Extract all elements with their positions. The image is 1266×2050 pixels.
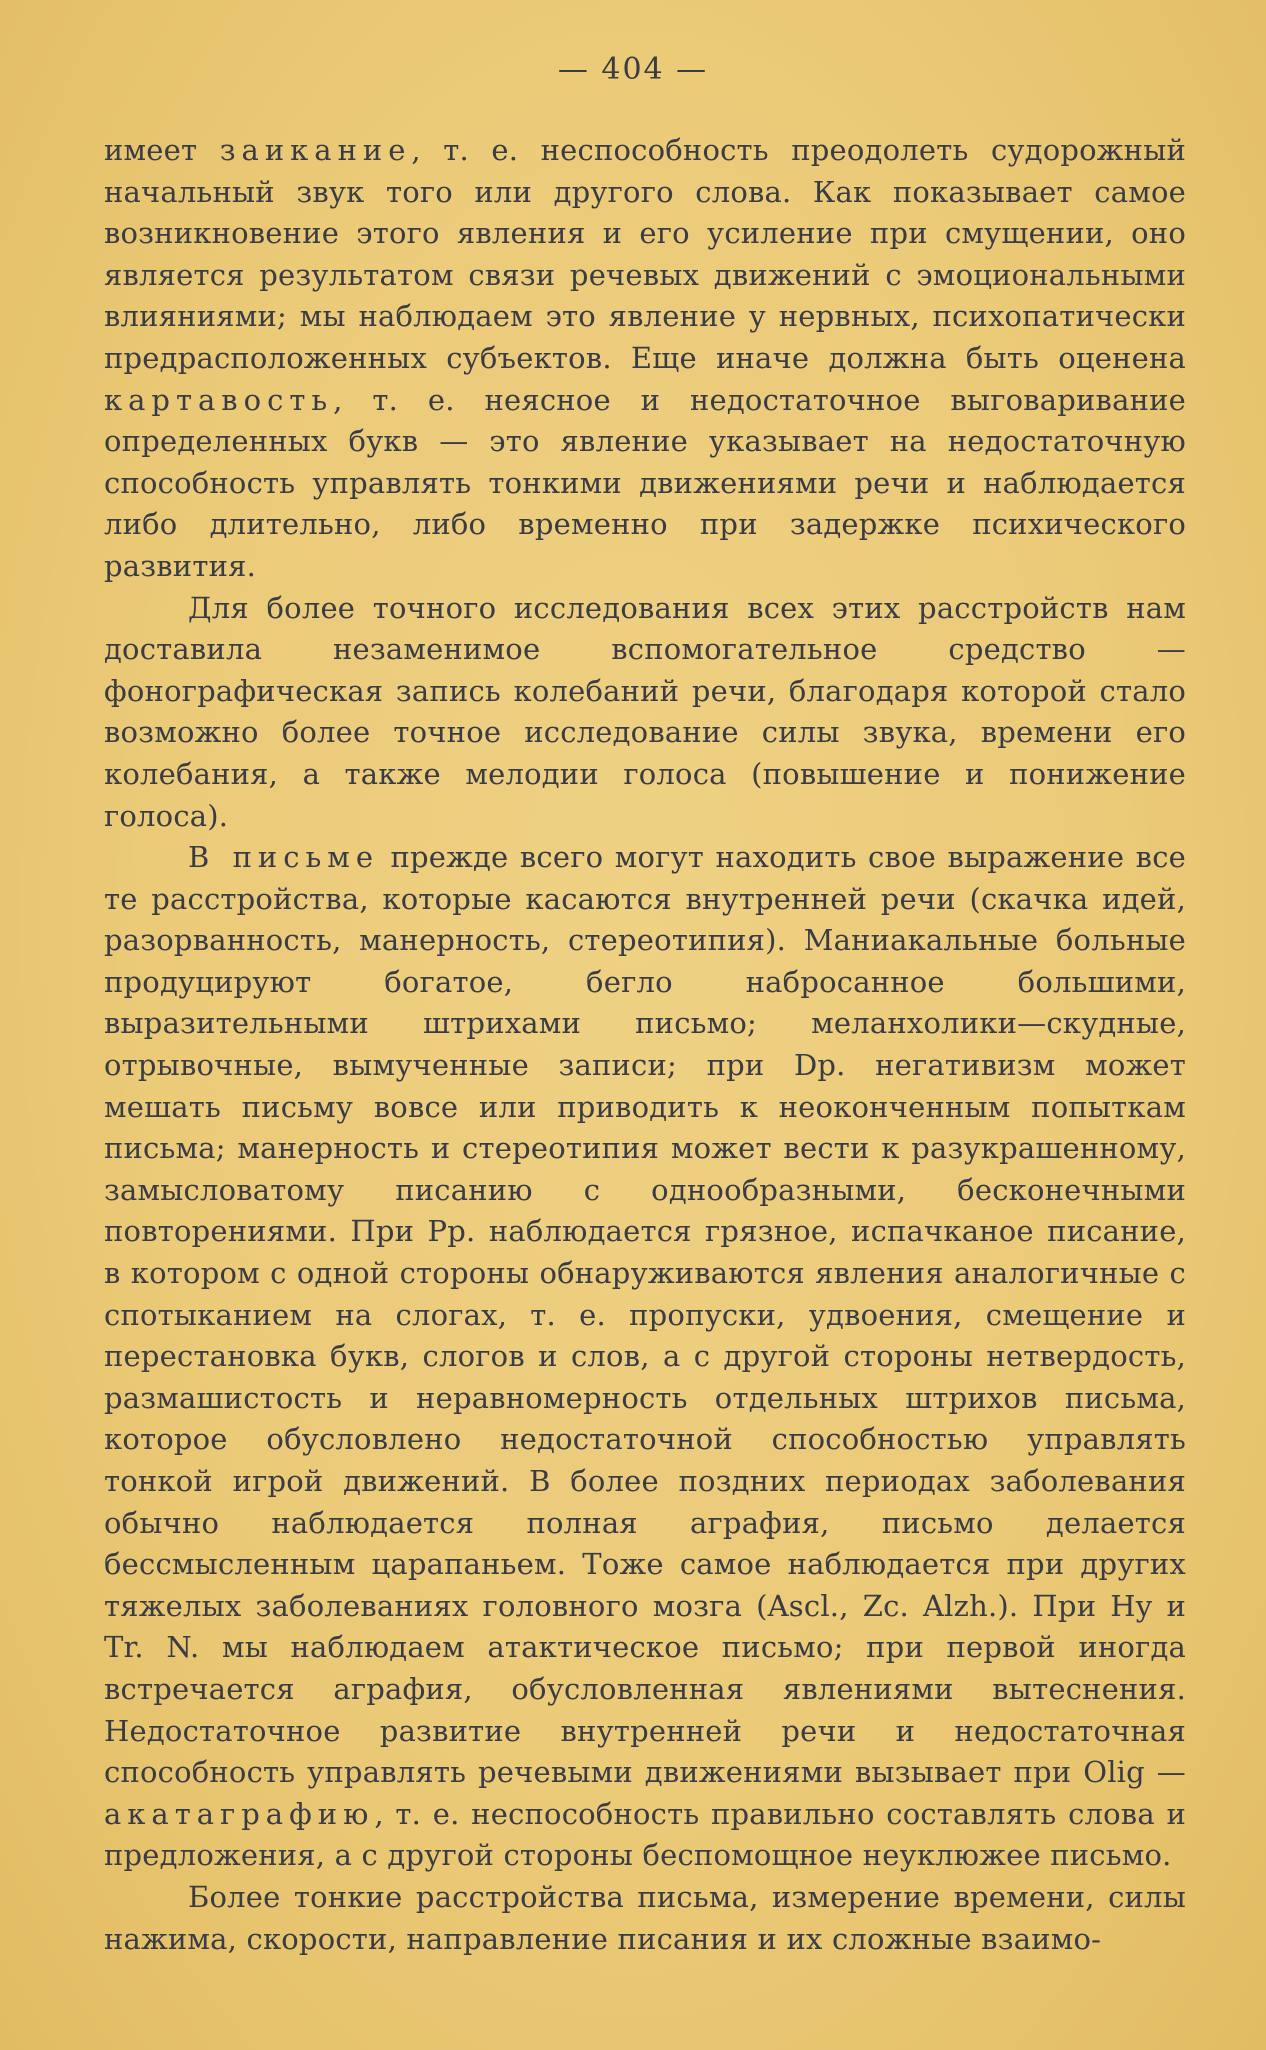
- paragraph-1: [104, 130, 1186, 588]
- spaced-term-pisme: письме: [232, 840, 379, 875]
- text-segment: Для более точного исследования всех этих расстройств нам доставила незаменимое вспомогательное средство — фонографическая запись колебаний речи, благодаря которой стало возможно более точное исследование силы звука, времени его колебания, а также мелодии голоса (повышение и понижение голоса).: [104, 590, 1186, 833]
- spaced-term-v: В: [188, 840, 233, 875]
- page-number: — 404 —: [557, 52, 709, 87]
- text-segment: , т. е. неспособность преодолеть судорожный начальный звук того или другого слова. Как показывает самое возникновение этого явления и его усиление при смущении, оно является результатом связи речевых движений с эмоциональными влияниями; мы наблюдаем это явление у нервных, психопатически предрасположенных субъектов. Еще иначе должна быть оценена: [104, 133, 1186, 375]
- text-segment: Более тонкие расстройства письма, измерение времени, силы нажима, скорости, направление писания и их сложные взаимо-: [104, 1879, 1186, 1956]
- text-segment: , т. е. неспособность правильно составлять слова и предложения, а с другой стороны беспомощное неуклюжее письмо.: [104, 1796, 1186, 1873]
- spaced-term-akatagrafiyu: акатаграфию: [104, 1796, 375, 1831]
- paragraph-4: [104, 1877, 1186, 1960]
- text-segment: , т. е. неясное и недостаточное выговаривание определенных букв — это явление указывает на недостаточную способность управлять тонкими движениями речи и наблюдается либо длительно, либо временно при задержке психического развития.: [104, 382, 1186, 583]
- body-text: [104, 130, 1186, 1960]
- spaced-term-kartavost: картавость: [104, 382, 334, 417]
- paragraph-3: [104, 837, 1186, 1877]
- paragraph-2: [104, 588, 1186, 838]
- spaced-term-zaikanie: заикание: [219, 133, 412, 167]
- text-segment: прежде всего могут находить свое выражение все те расстройства, которые касаются внутренней речи (скачка идей, разорванность, манерность, стереотипия). Маниакальные больные продуцируют богатое, бегло набросанное большими, выразительными штрихами письмо; меланхолики—скудные, отрывочные, вымученные записи; при Dp. негативизм может мешать письму вовсе или приводить к неоконченным попыткам письма; манерность и стереотипия может вести к разукрашенному, замысловатому писанию с однообразными, бесконечными повторениями. При Pp. наблюдается грязное, испачканое писание, в котором с одной стороны обнаруживаются явления аналогичные с спотыканием на слогах, т. е. пропуски, удвоения, смещение и перестановка букв, слогов и слов, а с другой стороны нетвердость, размашистость и неравномерность отдельных штрихов письма, которое обусловлено недостаточной способностью управлять тонкой игрой движений. В более поздних периодах заболевания обычно наблюдается полная аграфия, письмо делается бессмысленным царапаньем. Тоже самое наблюдается при других тяжелых заболеваниях головного мозга (Ascl., Zc. Alzh.). При Hy и Tr. N. мы наблюдаем атактическое письмо; при первой иногда встречается аграфия, обусловленная явлениями вытеснения. Недостаточное развитие внутренней речи и недостаточная способность управлять речевыми движениями вызывает при Olig —: [104, 840, 1186, 1790]
- text-segment: имеет: [104, 133, 220, 167]
